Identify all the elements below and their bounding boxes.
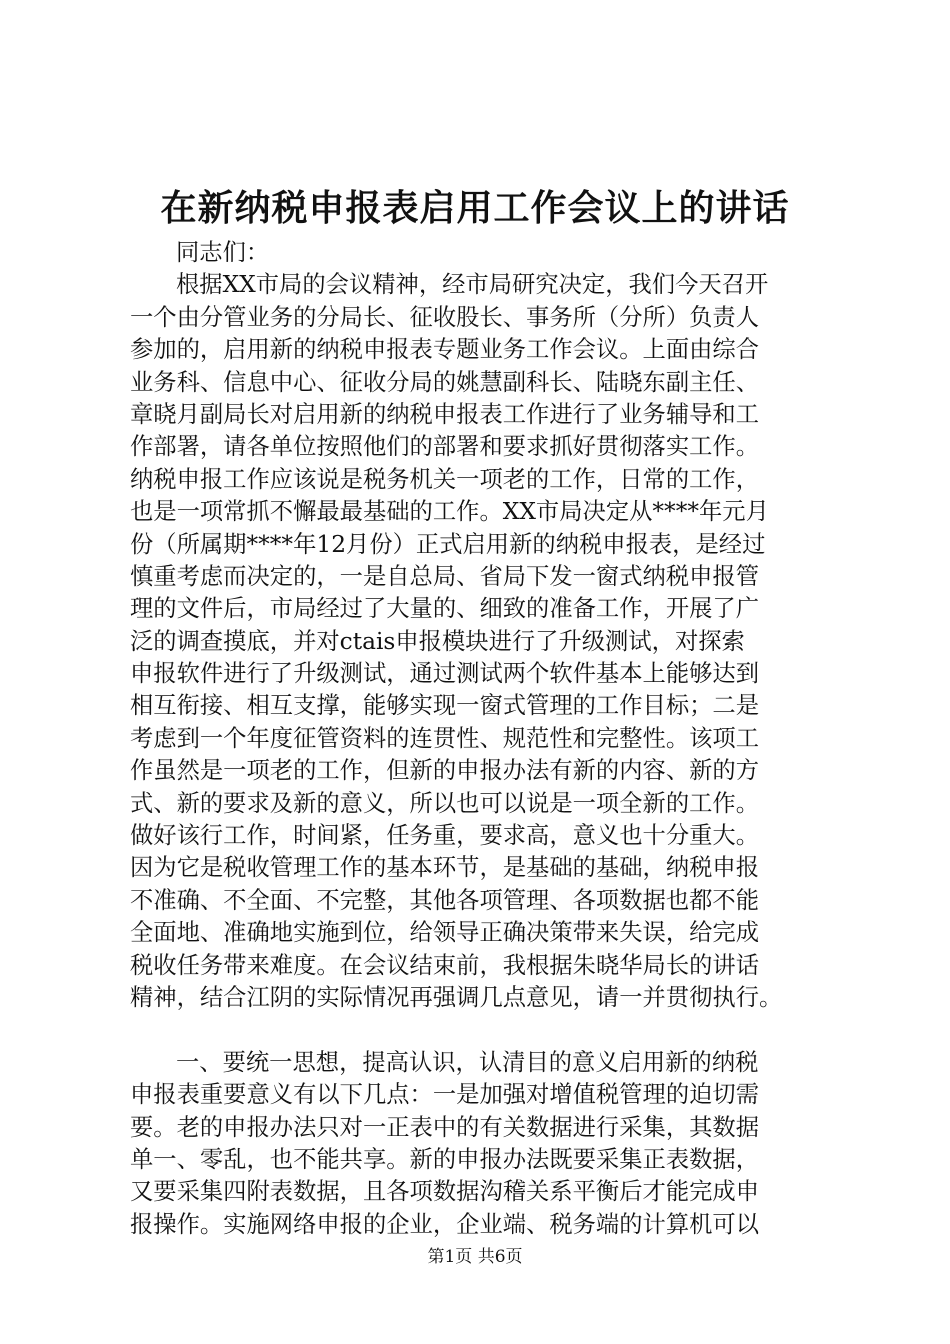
- salutation: 同志们：: [176, 239, 270, 266]
- paragraph-line: 相互衔接、相互支撑，能够实现一窗式管理的工作目标；二是: [130, 692, 760, 720]
- paragraph-line: 泛的调查摸底，并对ctais申报模块进行了升级测试，对探索: [130, 627, 745, 655]
- paragraph-spacer: [130, 1014, 830, 1046]
- document-title: 在新纳税申报表启用工作会议上的讲话: [160, 188, 790, 229]
- paragraph-line: 精神，结合江阴的实际情况再强调几点意见，请一并贯彻执行。: [130, 983, 783, 1011]
- paragraph-line: 纳税申报工作应该说是税务机关一项老的工作，日常的工作，: [130, 465, 760, 493]
- paragraph-line: 作虽然是一项老的工作，但新的申报办法有新的内容、新的方: [130, 757, 760, 785]
- paragraph-line: 慎重考虑而决定的，一是自总局、省局下发一窗式纳税申报管: [130, 562, 760, 590]
- paragraph-line: 又要采集四附表数据，且各项数据沟稽关系平衡后才能完成申: [130, 1178, 760, 1206]
- paragraph-line: 一、要统一思想，提高认识，认清目的意义启用新的纳税: [176, 1048, 759, 1076]
- paragraph-line: 全面地、准确地实施到位，给领导正确决策带来失误，给完成: [130, 919, 760, 947]
- paragraph-1: [130, 269, 830, 1014]
- paragraph-line: 单一、零乱，也不能共享。新的申报办法既要采集正表数据，: [130, 1145, 760, 1173]
- paragraph-line: 份（所属期****年12月份）正式启用新的纳税申报表，是经过: [130, 530, 766, 558]
- document-body: [130, 237, 830, 1241]
- paragraph-line: 申报表重要意义有以下几点：一是加强对增值税管理的迫切需: [130, 1081, 760, 1109]
- paragraph-line: 税收任务带来难度。在会议结束前，我根据朱晓华局长的讲话: [130, 951, 760, 979]
- paragraph-line: 做好该行工作，时间紧，任务重，要求高，意义也十分重大。: [130, 822, 760, 850]
- paragraph-line: 也是一项常抓不懈最最基础的工作。XX市局决定从****年元月: [130, 498, 769, 526]
- paragraph-line: 申报软件进行了升级测试，通过测试两个软件基本上能够达到: [130, 660, 760, 688]
- paragraph-line: 要。老的申报办法只对一正表中的有关数据进行采集，其数据: [130, 1113, 760, 1141]
- paragraph-line: 式、新的要求及新的意义，所以也可以说是一项全新的工作。: [130, 789, 760, 817]
- paragraph-line: 作部署，请各单位按照他们的部署和要求抓好贯彻落实工作。: [130, 433, 760, 461]
- paragraph-2: [130, 1047, 830, 1241]
- page-footer: 第1页 共6页: [427, 1247, 523, 1267]
- paragraph-line: 报操作。实施网络申报的企业，企业端、税务端的计算机可以: [130, 1210, 760, 1238]
- paragraph-line: 章晓月副局长对启用新的纳税申报表工作进行了业务辅导和工: [130, 400, 760, 428]
- paragraph-line: 不准确、不全面、不完整，其他各项管理、各项数据也都不能: [130, 886, 760, 914]
- paragraph-line: 参加的，启用新的纳税申报表专题业务工作会议。上面由综合: [130, 336, 760, 364]
- paragraph-line: 因为它是税收管理工作的基本环节，是基础的基础，纳税申报: [130, 854, 760, 882]
- paragraph-line: 理的文件后，市局经过了大量的、细致的准备工作，开展了广: [130, 595, 760, 623]
- paragraph-line: 考虑到一个年度征管资料的连贯性、规范性和完整性。该项工: [130, 724, 760, 752]
- paragraph-line: 业务科、信息中心、征收分局的姚慧副科长、陆晓东副主任、: [130, 368, 760, 396]
- paragraph-line: 一个由分管业务的分局长、征收股长、事务所（分所）负责人: [130, 303, 760, 331]
- paragraph-line: 根据XX市局的会议精神，经市局研究决定，我们今天召开: [176, 271, 769, 299]
